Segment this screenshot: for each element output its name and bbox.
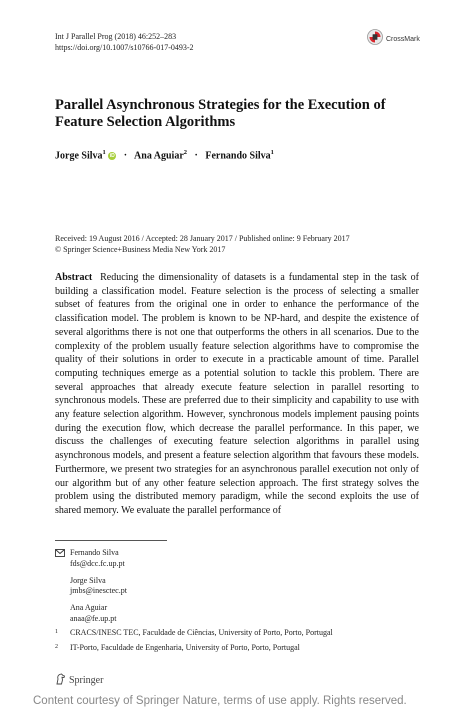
author-name: Fernando Silva	[205, 150, 271, 162]
crossmark-badge[interactable]	[367, 29, 420, 50]
springer-horse-icon	[55, 673, 66, 688]
contact-name: Ana Aguiar	[70, 603, 108, 613]
affiliation-number: 2	[55, 644, 58, 650]
author-line	[55, 149, 274, 161]
author-affiliation-ref: 2	[183, 149, 188, 156]
publication-history	[55, 234, 350, 255]
springer-logo	[55, 673, 103, 688]
abstract	[55, 271, 419, 518]
contact-name: Jorge Silva	[70, 575, 106, 585]
contact-email[interactable]: jmbs@inesctec.pt	[70, 586, 127, 596]
crossmark-icon	[367, 29, 383, 50]
contact-entry	[70, 603, 127, 625]
author-separator: ·	[194, 150, 198, 162]
contact-entry	[70, 548, 127, 570]
journal-citation: Int J Parallel Prog (2018) 46:252–283	[55, 32, 177, 41]
affiliation-1	[55, 628, 333, 637]
journal-header	[55, 31, 194, 53]
abstract-text: Reducing the dimensionality of datasets is a fundamental step in the task of building a classification model. Feature selection is the process of selecting a smaller subset of features from the original one in order to enhance the performance of the classification model. The problem is known to be NP-hard, and despite the existence of several algorithms there is not one that outperforms the others in all scenarios. Due to the complexity of the problem usually feature selection algorithms have to compromise the quality of their solutions in order to execute in a practicable amount of time. Parallel computing techniques emerge as a potential solution to tackle this problem. There are several approaches that already execute feature selection in parallel resorting to synchronous models. These are preferred due to their simplicity and capability to use with any feature selection algorithm. However, synchronous models implement pausing points during the execution flow, which decrease the parallel performance. In this paper, we discuss the challenges of executing feature selection algorithms in parallel using asynchronous models, and present a feature selection algorithm that favours these models. Furthermore, we present two strategies for an asynchronous parallel execution not only of our algorithm but of any other feature selection approach. The first strategy solves the problem using the distributed memory paradigm, while the second exploits the use of shared memory. We evaluate the parallel performance of	[55, 272, 419, 516]
affiliation-text: CRACS/INESC TEC, Faculdade de Ciências, University of Porto, Porto, Portugal	[70, 628, 333, 637]
courtesy-notice: Content courtesy of Springer Nature, terms of use apply. Rights reserved.	[33, 695, 407, 707]
author-separator: ·	[123, 150, 128, 162]
envelope-icon	[55, 549, 65, 561]
footnote-rule	[55, 540, 167, 541]
correspondence-contacts	[55, 548, 127, 631]
contact-email[interactable]: fds@dcc.fc.up.pt	[70, 558, 125, 568]
received-dates: Received: 19 August 2016 / Accepted: 28 January 2017 / Published online: 9 February 2017	[55, 234, 350, 243]
copyright-notice: © Springer Science+Business Media New York 2017	[55, 244, 226, 254]
affiliation-2	[55, 643, 300, 652]
crossmark-label: CrossMark	[386, 36, 420, 43]
affiliation-number: 1	[55, 629, 58, 635]
affiliation-text: IT-Porto, Faculdade de Engenharia, University of Porto, Porto, Portugal	[70, 643, 300, 652]
abstract-heading: Abstract	[55, 272, 93, 283]
contact-email[interactable]: anaa@fe.up.pt	[70, 613, 117, 623]
author-affiliation-ref: 1	[102, 149, 106, 156]
publisher-name: Springer	[69, 675, 104, 686]
paper-title: Parallel Asynchronous Strategies for the Execution of Feature Selection Algorithms	[55, 97, 386, 130]
orcid-icon[interactable]: iD	[109, 153, 115, 160]
author-affiliation-ref: 1	[270, 149, 274, 156]
author-name: Jorge Silva	[55, 150, 103, 162]
author-name: Ana Aguiar	[134, 150, 184, 162]
contact-name: Fernando Silva	[70, 548, 119, 557]
doi-link[interactable]: https://doi.org/10.1007/s10766-017-0493-2	[55, 43, 194, 52]
contact-entry	[70, 576, 127, 598]
